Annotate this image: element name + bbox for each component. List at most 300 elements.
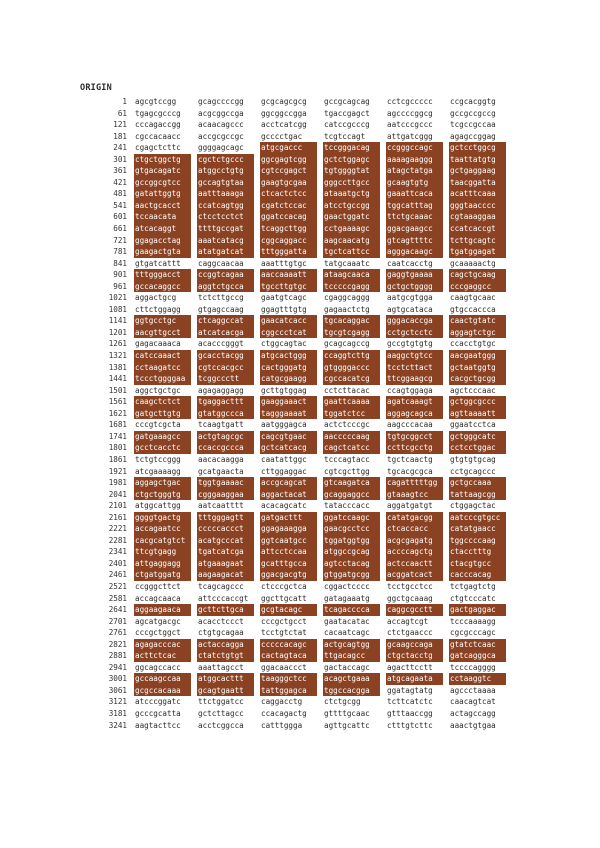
highlighted-sequence-chunk: tgtgcggcct: [386, 431, 443, 443]
highlighted-sequence-chunk: taacggatta: [449, 177, 506, 189]
row-chunks: [134, 569, 506, 581]
highlighted-sequence-chunk: atagctatga: [386, 165, 443, 177]
row-position-number: 2101: [108, 501, 127, 511]
highlighted-sequence-chunk: ccaggtcttg: [323, 350, 380, 362]
sequence-chunk: acctcggcca: [198, 720, 244, 730]
highlighted-sequence-chunk: actccaactt: [386, 558, 443, 570]
highlighted-sequence-chunk: cctaagatcc: [134, 362, 191, 374]
highlighted-sequence-chunk: acatttcaaa: [449, 188, 506, 200]
sequence-row: [80, 327, 520, 339]
sequence-chunk: agcatgacgc: [135, 616, 181, 626]
highlighted-sequence-chunk: tcagacccca: [323, 604, 380, 616]
highlighted-sequence-chunk: ggagacctag: [134, 235, 191, 247]
row-position-number: 181: [113, 131, 127, 141]
sequence-row: [80, 188, 520, 200]
sequence-chunk: ctggagctac: [450, 501, 496, 511]
sequence-chunk: tcgtccagt: [324, 131, 366, 141]
highlighted-sequence-chunk: accagaatcc: [134, 523, 191, 535]
highlighted-sequence-chunk: gtggatgcgg: [323, 569, 380, 581]
highlighted-sequence-chunk: tattaagcgg: [449, 489, 506, 501]
row-chunks: [134, 708, 506, 720]
row-chunks: [134, 500, 506, 512]
sequence-chunk: ccagtggaga: [387, 385, 433, 395]
highlighted-sequence-chunk: gaaattcaca: [386, 188, 443, 200]
row-chunks: [134, 96, 506, 108]
sequence-chunk: cccgctggct: [135, 628, 181, 638]
sequence-chunk: gtgtgtgcag: [450, 454, 496, 464]
sequence-row: [80, 362, 520, 374]
sequence-chunk: cacaatcagc: [324, 628, 370, 638]
sequence-row: [80, 96, 520, 108]
sequence-chunk: gagaactctg: [324, 304, 370, 314]
sequence-row: [80, 593, 520, 605]
highlighted-sequence-chunk: tagggaaaat: [260, 408, 317, 420]
highlighted-sequence-chunk: tggtgaaaac: [197, 477, 254, 489]
row-position-number: 2881: [108, 651, 127, 661]
sequence-chunk: ctcccgctca: [261, 581, 307, 591]
sequence-chunk: caagtgcaac: [450, 293, 496, 303]
highlighted-sequence-chunk: acatgcccat: [197, 535, 254, 547]
highlighted-sequence-chunk: gctcatcacg: [260, 442, 317, 454]
sequence-chunk: tcctgcctcc: [387, 581, 433, 591]
row-position-number: 1321: [108, 351, 127, 361]
highlighted-sequence-chunk: ccatcagtgg: [197, 200, 254, 212]
highlighted-sequence-chunk: gaagactgta: [134, 246, 191, 258]
sequence-chunk: cccgctgcct: [261, 616, 307, 626]
highlighted-sequence-chunk: tcaggcttgg: [260, 223, 317, 235]
row-position-number: 421: [113, 177, 127, 187]
highlighted-sequence-chunk: acagctgaaa: [323, 673, 380, 685]
sequence-chunk: aggactgcg: [135, 293, 177, 303]
highlighted-sequence-chunk: aggactacat: [260, 489, 317, 501]
highlighted-sequence-chunk: cctgaaaagc: [323, 223, 380, 235]
highlighted-sequence-chunk: ccgggccagc: [386, 142, 443, 154]
sequence-chunk: acaacagccc: [198, 120, 244, 130]
sequence-chunk: ggcggccgga: [261, 108, 307, 118]
highlighted-sequence-chunk: tcccccgagg: [323, 281, 380, 293]
sequence-chunk: gctcttagcc: [198, 708, 244, 718]
highlighted-sequence-chunk: gatcagggca: [449, 650, 506, 662]
sequence-chunk: catccgcccg: [324, 120, 370, 130]
sequence-chunk: attcccaccgt: [198, 593, 249, 603]
highlighted-sequence-chunk: tgatggagat: [449, 246, 506, 258]
sequence-chunk: agtgcataca: [387, 304, 433, 314]
highlighted-sequence-chunk: aaaagaaggg: [386, 154, 443, 166]
highlighted-sequence-chunk: atcatcacga: [197, 327, 254, 339]
sequence-row: [80, 119, 520, 131]
sequence-row: [80, 396, 520, 408]
highlighted-sequence-chunk: cgtaaaggaa: [449, 211, 506, 223]
row-position-number: 1801: [108, 443, 127, 453]
highlighted-sequence-chunk: catccaaact: [134, 350, 191, 362]
sequence-chunk: catttggga: [261, 720, 303, 730]
sequence-row: [80, 685, 520, 697]
row-chunks: [134, 304, 506, 316]
sequence-chunk: acacccgggt: [198, 339, 244, 349]
sequence-chunk: cctcgccccc: [387, 97, 433, 106]
sequence-row: [80, 662, 520, 674]
row-chunks: [134, 627, 506, 639]
highlighted-sequence-chunk: ctacgtgcc: [449, 558, 506, 570]
sequence-chunk: acacagcatc: [261, 501, 307, 511]
sequence-chunk: tctcttgccg: [198, 293, 244, 303]
sequence-row: [80, 720, 520, 732]
highlighted-sequence-chunk: catatgacgg: [386, 512, 443, 524]
sequence-chunk: atcgaaaagg: [135, 466, 181, 476]
highlighted-sequence-chunk: gcgccacaaa: [134, 685, 191, 697]
highlighted-sequence-chunk: aggtctgcca: [197, 281, 254, 293]
highlighted-sequence-chunk: gatattggtg: [134, 188, 191, 200]
highlighted-sequence-chunk: ggtcaatgcc: [260, 535, 317, 547]
highlighted-sequence-chunk: aggagctgac: [134, 477, 191, 489]
row-chunks: [134, 593, 506, 605]
sequence-row: [80, 108, 520, 120]
highlighted-sequence-chunk: gtatggccca: [197, 408, 254, 420]
sequence-chunk: ctctgaaccc: [387, 628, 433, 638]
sequence-chunk: atcccggatc: [135, 697, 181, 707]
sequence-chunk: agccccggcg: [387, 108, 433, 118]
highlighted-sequence-chunk: gaattcaaaa: [323, 396, 380, 408]
sequence-chunk: gaatgtcagc: [261, 293, 307, 303]
row-chunks: [134, 292, 506, 304]
highlighted-sequence-chunk: gctgccaaa: [449, 477, 506, 489]
row-position-number: 1741: [108, 431, 127, 441]
highlighted-sequence-chunk: tgaggacttt: [197, 396, 254, 408]
sequence-block: [80, 96, 520, 731]
highlighted-sequence-chunk: tcctcttact: [386, 362, 443, 374]
sequence-chunk: tgagcgcccg: [135, 108, 181, 118]
row-chunks: [134, 604, 506, 616]
highlighted-sequence-chunk: ttcggaagcg: [386, 373, 443, 385]
sequence-row: [80, 639, 520, 651]
row-position-number: 2761: [108, 628, 127, 638]
highlighted-sequence-chunk: gatgacttt: [260, 512, 317, 524]
highlighted-sequence-chunk: cgggaaggaa: [197, 489, 254, 501]
row-chunks: [134, 373, 506, 385]
highlighted-sequence-chunk: aggaagaaca: [134, 604, 191, 616]
highlighted-sequence-chunk: ggcgagtcgg: [260, 154, 317, 166]
sequence-row: [80, 408, 520, 420]
highlighted-sequence-chunk: gggacaccga: [386, 315, 443, 327]
highlighted-sequence-chunk: tccgggacag: [323, 142, 380, 154]
highlighted-sequence-chunk: catgcgaagg: [260, 373, 317, 385]
highlighted-sequence-chunk: atcctgccgg: [323, 200, 380, 212]
sequence-chunk: cgccacaacc: [135, 131, 181, 141]
row-position-number: 2821: [108, 639, 127, 649]
highlighted-sequence-chunk: acttctcac: [134, 650, 191, 662]
highlighted-sequence-chunk: caagctctct: [134, 396, 191, 408]
row-position-number: 2581: [108, 593, 127, 603]
highlighted-sequence-chunk: agtcctacag: [323, 558, 380, 570]
highlighted-sequence-chunk: gctgggcatc: [449, 431, 506, 443]
highlighted-sequence-chunk: gctgaggaag: [449, 165, 506, 177]
sequence-chunk: gtgatcattt: [135, 258, 181, 268]
row-position-number: 3061: [108, 685, 127, 695]
highlighted-sequence-chunk: cccccaccct: [197, 523, 254, 535]
sequence-row: [80, 350, 520, 362]
highlighted-sequence-chunk: ataaatgctg: [323, 188, 380, 200]
row-chunks: [134, 616, 506, 628]
row-chunks: [134, 419, 506, 431]
row-position-number: 1201: [108, 327, 127, 337]
sequence-chunk: ctggcagtac: [261, 339, 307, 349]
row-chunks: [134, 639, 506, 651]
highlighted-sequence-chunk: tccctggggaa: [134, 373, 191, 385]
row-chunks: [134, 581, 506, 593]
sequence-row: [80, 165, 520, 177]
highlighted-sequence-chunk: tgtggggtat: [323, 165, 380, 177]
highlighted-sequence-chunk: gccacaggcc: [134, 281, 191, 293]
sequence-row: [80, 385, 520, 397]
row-chunks: [134, 235, 506, 247]
highlighted-sequence-chunk: ctgctggctg: [134, 154, 191, 166]
highlighted-sequence-chunk: ctcctcctct: [197, 211, 254, 223]
sequence-chunk: ctctgcgg: [324, 697, 361, 707]
highlighted-sequence-chunk: ccttcgcctg: [386, 442, 443, 454]
highlighted-sequence-chunk: gaagtgcgaa: [260, 177, 317, 189]
row-position-number: 3241: [108, 720, 127, 730]
highlighted-sequence-chunk: gtgacagatc: [134, 165, 191, 177]
highlighted-sequence-chunk: ggacgacgtg: [260, 569, 317, 581]
row-chunks: [134, 119, 506, 131]
sequence-chunk: gcccctgac: [261, 131, 303, 141]
highlighted-sequence-chunk: gcacctacgg: [197, 350, 254, 362]
row-chunks: [134, 442, 506, 454]
sequence-chunk: agacttcctt: [387, 662, 433, 672]
row-position-number: 1501: [108, 385, 127, 395]
sequence-chunk: tatgcaaatc: [324, 258, 370, 268]
row-position-number: 1141: [108, 316, 127, 326]
sequence-chunk: tgaccgagct: [324, 108, 370, 118]
origin-heading: ORIGIN: [80, 83, 112, 93]
sequence-chunk: ggaatcctca: [450, 420, 496, 430]
highlighted-sequence-chunk: gaactggatc: [323, 211, 380, 223]
row-chunks: [134, 685, 506, 697]
highlighted-sequence-chunk: gtatctcaac: [449, 639, 506, 651]
row-position-number: 361: [113, 166, 127, 176]
sequence-chunk: actagccagg: [450, 708, 496, 718]
row-chunks: [134, 385, 506, 397]
sequence-chunk: gccgcagcag: [324, 97, 370, 106]
sequence-chunk: ccacctgtgc: [450, 339, 496, 349]
row-position-number: 781: [113, 247, 127, 257]
row-chunks: [134, 650, 506, 662]
highlighted-sequence-chunk: tttgggatta: [260, 246, 317, 258]
sequence-chunk: accagtcgt: [387, 616, 429, 626]
row-chunks: [134, 512, 506, 524]
sequence-row: [80, 442, 520, 454]
sequence-chunk: tgcacgcgca: [387, 466, 433, 476]
sequence-chunk: tctgtccggg: [135, 454, 181, 464]
sequence-row: [80, 650, 520, 662]
highlighted-sequence-chunk: atggcctgtg: [197, 165, 254, 177]
sequence-chunk: gtttaaccgg: [387, 708, 433, 718]
sequence-row: [80, 211, 520, 223]
row-chunks: [134, 408, 506, 420]
sequence-row: [80, 489, 520, 501]
highlighted-sequence-chunk: gaacatcacc: [260, 315, 317, 327]
highlighted-sequence-chunk: tgcacaggac: [323, 315, 380, 327]
row-chunks: [134, 523, 506, 535]
sequence-row: [80, 373, 520, 385]
highlighted-sequence-chunk: aaatcatacg: [197, 235, 254, 247]
row-chunks: [134, 362, 506, 374]
sequence-chunk: cctgcagccc: [450, 466, 496, 476]
sequence-chunk: aaactgtgaa: [450, 720, 496, 730]
sequence-row: [80, 454, 520, 466]
sequence-chunk: caacagtcat: [450, 697, 496, 707]
sequence-chunk: aatcccgccc: [387, 120, 433, 130]
sequence-chunk: ttctggatcc: [198, 697, 244, 707]
highlighted-sequence-chunk: gccagtgtaa: [197, 177, 254, 189]
sequence-chunk: gtgagccaag: [198, 304, 244, 314]
row-position-number: 3121: [108, 697, 127, 707]
row-chunks: [134, 246, 506, 258]
sequence-chunk: ctgtcccatc: [450, 593, 496, 603]
row-position-number: 661: [113, 224, 127, 234]
highlighted-sequence-chunk: tgatcatcga: [197, 546, 254, 558]
highlighted-sequence-chunk: gctgctgggg: [386, 281, 443, 293]
highlighted-sequence-chunk: catatgaacc: [449, 523, 506, 535]
row-position-number: 1441: [108, 374, 127, 384]
sequence-chunk: agcgtccgg: [135, 97, 177, 106]
sequence-row: [80, 581, 520, 593]
highlighted-sequence-chunk: gaggtgaaaa: [386, 269, 443, 281]
sequence-row: [80, 281, 520, 293]
highlighted-sequence-chunk: tggatctcc: [323, 408, 380, 420]
sequence-row: [80, 546, 520, 558]
sequence-row: [80, 235, 520, 247]
sequence-chunk: ggatagtatg: [387, 685, 433, 695]
highlighted-sequence-chunk: gcgtacagc: [260, 604, 317, 616]
highlighted-sequence-chunk: tgctcattcc: [323, 246, 380, 258]
highlighted-sequence-chunk: aacgttgcct: [134, 327, 191, 339]
row-position-number: 2461: [108, 570, 127, 580]
highlighted-sequence-chunk: actgtagcgc: [197, 431, 254, 443]
sequence-chunk: aaatttgtgc: [261, 258, 307, 268]
highlighted-sequence-chunk: gatgaaagcc: [134, 431, 191, 443]
highlighted-sequence-chunk: gggccttgcc: [323, 177, 380, 189]
highlighted-sequence-chunk: cgctctgccc: [197, 154, 254, 166]
highlighted-sequence-chunk: cggccctcat: [260, 327, 317, 339]
row-position-number: 3181: [108, 708, 127, 718]
sequence-row: [80, 696, 520, 708]
row-position-number: 2221: [108, 524, 127, 534]
highlighted-sequence-chunk: agggacaagc: [386, 246, 443, 258]
row-chunks: [134, 177, 506, 189]
sequence-row: [80, 142, 520, 154]
highlighted-sequence-chunk: ccatcaccgt: [449, 223, 506, 235]
sequence-chunk: ccgcacggtg: [450, 97, 496, 106]
sequence-chunk: gccgtgtgtg: [387, 339, 433, 349]
row-chunks: [134, 466, 506, 478]
highlighted-sequence-chunk: ggagaaagga: [260, 523, 317, 535]
row-position-number: 2161: [108, 512, 127, 522]
sequence-row: [80, 258, 520, 270]
sequence-chunk: ggagtttgtg: [261, 304, 307, 314]
sequence-chunk: agctcccaac: [450, 385, 496, 395]
highlighted-sequence-chunk: ctcactctcc: [260, 188, 317, 200]
highlighted-sequence-chunk: ctgatggatg: [134, 569, 191, 581]
highlighted-sequence-chunk: gtcaagatca: [323, 477, 380, 489]
row-position-number: 841: [113, 258, 127, 268]
highlighted-sequence-chunk: atatgatcat: [197, 246, 254, 258]
row-position-number: 1861: [108, 454, 127, 464]
sequence-chunk: aatgggagca: [261, 420, 307, 430]
sequence-chunk: tcccaaaagg: [450, 616, 496, 626]
highlighted-sequence-chunk: tttgggagtt: [197, 512, 254, 524]
sequence-chunk: tcgccgccaa: [450, 120, 496, 130]
row-chunks: [134, 477, 506, 489]
highlighted-sequence-chunk: aaggctgtcc: [386, 350, 443, 362]
sequence-chunk: cttggaggac: [261, 466, 307, 476]
row-chunks: [134, 662, 506, 674]
highlighted-sequence-chunk: aggagtctgc: [449, 327, 506, 339]
sequence-chunk: tatacccacc: [324, 501, 370, 511]
highlighted-sequence-chunk: ttcgtgagg: [134, 546, 191, 558]
highlighted-sequence-chunk: aggagcagca: [386, 408, 443, 420]
sequence-chunk: aatgcgtgga: [387, 293, 433, 303]
row-position-number: 1081: [108, 304, 127, 314]
row-position-number: 121: [113, 120, 127, 130]
highlighted-sequence-chunk: ggggtgactg: [134, 512, 191, 524]
sequence-row: [80, 131, 520, 143]
row-position-number: 301: [113, 154, 127, 164]
highlighted-sequence-chunk: gccaagccaa: [134, 673, 191, 685]
highlighted-sequence-chunk: gcctcacctc: [134, 442, 191, 454]
row-position-number: 2041: [108, 489, 127, 499]
highlighted-sequence-chunk: ttgacagcc: [323, 650, 380, 662]
highlighted-sequence-chunk: cagatttttgg: [386, 477, 443, 489]
highlighted-sequence-chunk: tgccttgtgc: [260, 281, 317, 293]
sequence-chunk: ctgtgcagaa: [198, 628, 244, 638]
highlighted-sequence-chunk: accgcagcat: [260, 477, 317, 489]
row-chunks: [134, 558, 506, 570]
sequence-row: [80, 223, 520, 235]
sequence-chunk: ggacaaccct: [261, 662, 307, 672]
sequence-chunk: ggctgcaaag: [387, 593, 433, 603]
sequence-chunk: tcccagtacc: [324, 454, 370, 464]
sequence-chunk: gcagcagccg: [324, 339, 370, 349]
sequence-chunk: tcttcatctc: [387, 697, 433, 707]
highlighted-sequence-chunk: ggatccaagc: [323, 512, 380, 524]
sequence-chunk: aagtacttcc: [135, 720, 181, 730]
row-position-number: 2521: [108, 581, 127, 591]
sequence-chunk: aacacaagga: [198, 454, 244, 464]
highlighted-sequence-chunk: cactgggatg: [260, 362, 317, 374]
row-chunks: [134, 546, 506, 558]
highlighted-sequence-chunk: cctaaggtc: [449, 673, 506, 685]
row-position-number: 2341: [108, 547, 127, 557]
sequence-chunk: tctgagtctg: [450, 581, 496, 591]
sequence-row: [80, 673, 520, 685]
highlighted-sequence-chunk: agttaaaatt: [449, 408, 506, 420]
highlighted-sequence-chunk: cgtccgagct: [260, 165, 317, 177]
sequence-row: [80, 315, 520, 327]
highlighted-sequence-chunk: ttttgccgat: [197, 223, 254, 235]
row-chunks: [134, 165, 506, 177]
sequence-chunk: ggcttgcatt: [261, 593, 307, 603]
highlighted-sequence-chunk: gccggcgtcc: [134, 177, 191, 189]
sequence-row: [80, 269, 520, 281]
highlighted-sequence-chunk: tccaacata: [134, 211, 191, 223]
highlighted-sequence-chunk: ggatccacag: [260, 211, 317, 223]
row-position-number: 1981: [108, 478, 127, 488]
highlighted-sequence-chunk: caggcgcctt: [386, 604, 443, 616]
sequence-chunk: accagcaaca: [135, 593, 181, 603]
sequence-chunk: ccgggcttct: [135, 581, 181, 591]
sequence-chunk: ctttgtcttc: [387, 720, 433, 730]
